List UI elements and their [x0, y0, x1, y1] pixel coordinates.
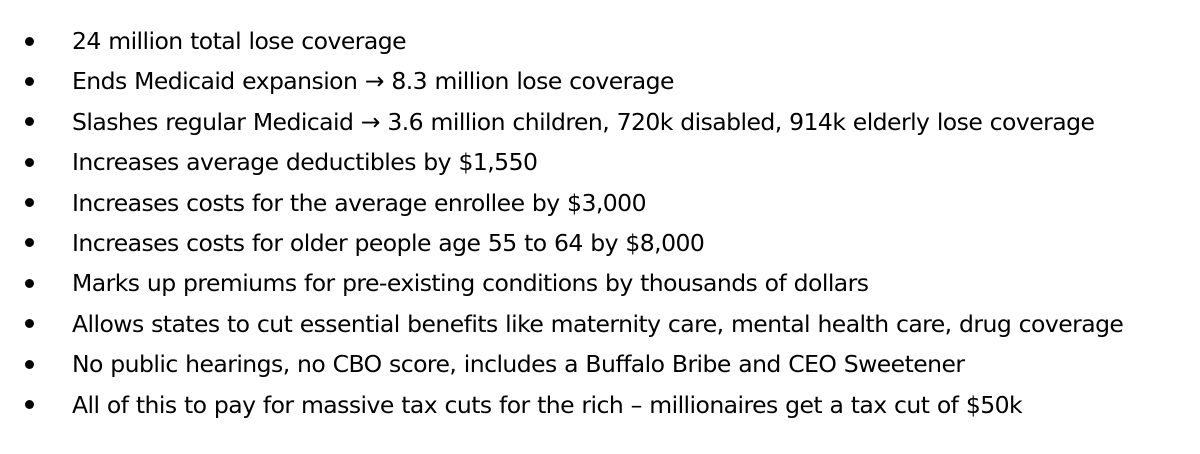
bullet-point-icon [25, 158, 34, 167]
bullet-point-icon [25, 400, 34, 409]
bullet-point-icon [25, 117, 34, 126]
list-item [0, 142, 1200, 182]
bullet-text: Slashes regular Medicaid → 3.6 million children, 720k disabled, 914k elderly lose coverage [72, 107, 1095, 136]
list-item [0, 102, 1200, 142]
list-item [0, 344, 1200, 384]
bullet-point-icon [25, 360, 34, 369]
bullet-point-icon [25, 279, 34, 288]
bullet-text: All of this to pay for massive tax cuts for the rich – millionaires get a tax cut of $50k [72, 390, 1023, 419]
bullet-point-icon [25, 238, 34, 247]
bullet-text: Increases costs for the average enrollee by $3,000 [72, 188, 646, 217]
bullet-text: Ends Medicaid expansion → 8.3 million lose coverage [72, 67, 674, 96]
bullet-point-icon [25, 77, 34, 86]
bullet-list [0, 21, 1200, 425]
list-item [0, 183, 1200, 223]
bullet-text: No public hearings, no CBO score, includes a Buffalo Bribe and CEO Sweetener [72, 350, 965, 379]
list-item [0, 61, 1200, 101]
bullet-text: Increases costs for older people age 55 to 64 by $8,000 [72, 228, 705, 257]
list-item [0, 21, 1200, 61]
list-item [0, 263, 1200, 303]
bullet-text: Increases average deductibles by $1,550 [72, 148, 538, 177]
bullet-point-icon [25, 198, 34, 207]
bullet-text: Marks up premiums for pre-existing conditions by thousands of dollars [72, 269, 869, 298]
list-item [0, 304, 1200, 344]
list-item [0, 223, 1200, 263]
bullet-text: 24 million total lose coverage [72, 27, 407, 55]
list-item [0, 385, 1200, 425]
bullet-point-icon [25, 37, 34, 46]
bullet-point-icon [25, 319, 34, 328]
bullet-text: Allows states to cut essential benefits like maternity care, mental health care, drug coverage [72, 309, 1124, 338]
